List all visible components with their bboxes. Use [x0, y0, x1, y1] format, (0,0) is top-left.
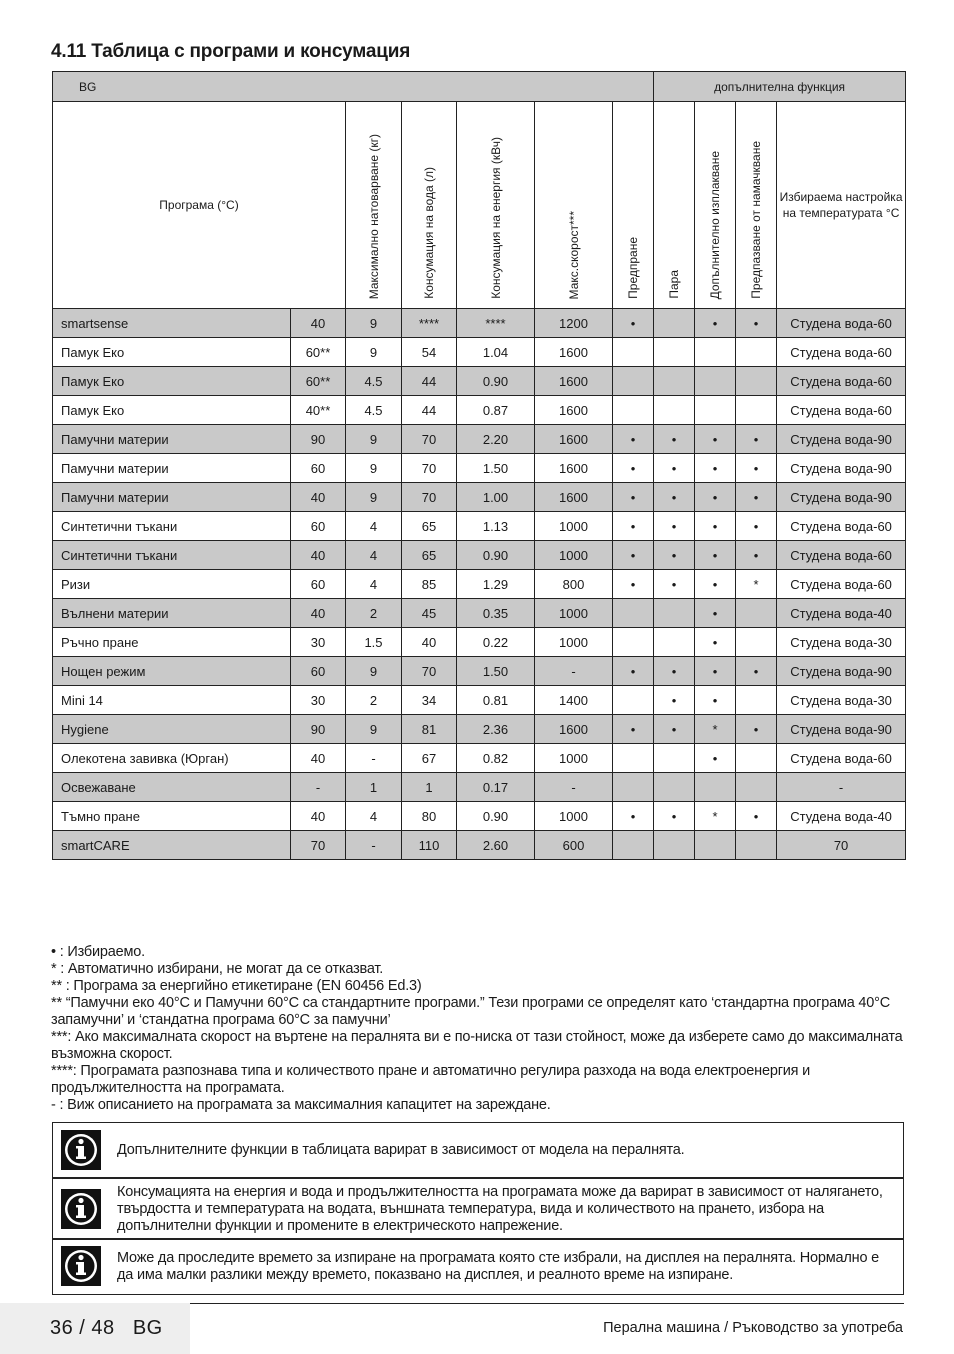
- energy-cell: 1.13: [457, 512, 535, 541]
- anti-crease-cell: •: [736, 802, 777, 831]
- extra-rinse-cell: *: [695, 715, 736, 744]
- extra-rinse-cell: •: [695, 628, 736, 657]
- program-name-cell: Hygiene: [53, 715, 291, 744]
- extra-rinse-cell: *: [695, 802, 736, 831]
- steam-cell: [654, 773, 695, 802]
- program-temp-cell: 30: [291, 686, 346, 715]
- water-cell: 65: [402, 541, 457, 570]
- table-row: [53, 715, 906, 744]
- energy-cell: 0.81: [457, 686, 535, 715]
- anti-crease-cell: [736, 599, 777, 628]
- anti-crease-cell: [736, 686, 777, 715]
- table-row: [53, 483, 906, 512]
- temperature-range-cell: -: [777, 773, 906, 802]
- table-row: [53, 541, 906, 570]
- prewash-cell: •: [613, 454, 654, 483]
- prewash-cell: [613, 338, 654, 367]
- program-temp-cell: 60**: [291, 338, 346, 367]
- water-cell: 81: [402, 715, 457, 744]
- table-row: [53, 599, 906, 628]
- extra-rinse-cell: •: [695, 425, 736, 454]
- steam-cell: •: [654, 454, 695, 483]
- footnote: • : Избираемо.: [51, 944, 145, 960]
- anti-crease-cell: *: [736, 570, 777, 599]
- footnotes: [51, 944, 911, 1114]
- steam-cell: •: [654, 686, 695, 715]
- temperature-range-cell: Студена вода-30: [777, 686, 906, 715]
- document-title: Перална машина / Ръководство за употреба: [603, 1320, 903, 1336]
- program-name-cell: Синтетични тъкани: [53, 512, 291, 541]
- anti-crease-cell: •: [736, 309, 777, 338]
- program-temp-cell: 40: [291, 309, 346, 338]
- steam-header: Пара: [667, 270, 682, 299]
- language-label: BG: [53, 72, 654, 102]
- info-icon: [61, 1246, 101, 1286]
- speed-cell: 1000: [535, 541, 613, 570]
- water-cell: 34: [402, 686, 457, 715]
- water-cell: 110: [402, 831, 457, 860]
- program-temp-cell: 40: [291, 599, 346, 628]
- table-row: [53, 338, 906, 367]
- energy-cell: 1.04: [457, 338, 535, 367]
- energy-cell: 2.20: [457, 425, 535, 454]
- speed-cell: 1000: [535, 512, 613, 541]
- footnote: ** “Памучни еко 40°C и Памучни 60°C са стандартните програми.” Тези програми се определят като ‘стандартна програма 40°C запамучни’ и ‘стандатна програма 60°C за памучни’: [51, 995, 891, 1028]
- extra-rinse-cell: •: [695, 454, 736, 483]
- water-cell: 44: [402, 367, 457, 396]
- prewash-cell: •: [613, 541, 654, 570]
- program-temp-cell: 40: [291, 541, 346, 570]
- max-load-cell: 9: [346, 425, 402, 454]
- anti-crease-cell: [736, 744, 777, 773]
- table-row: [53, 570, 906, 599]
- program-name-cell: Ръчно пране: [53, 628, 291, 657]
- max-load-cell: 9: [346, 454, 402, 483]
- extra-rinse-cell: •: [695, 309, 736, 338]
- table-row: [53, 396, 906, 425]
- temperature-range-cell: Студена вода-60: [777, 367, 906, 396]
- footer-divider: [190, 1303, 904, 1304]
- temperature-range-cell: Студена вода-60: [777, 512, 906, 541]
- temperature-range-cell: Студена вода-30: [777, 628, 906, 657]
- prewash-cell: [613, 831, 654, 860]
- steam-cell: [654, 338, 695, 367]
- speed-cell: 1600: [535, 454, 613, 483]
- section-title: 4.11 Таблица с програми и консумация: [51, 41, 411, 62]
- speed-cell: 1000: [535, 599, 613, 628]
- energy-cell: 0.90: [457, 802, 535, 831]
- steam-cell: [654, 367, 695, 396]
- extra-rinse-header: Допълнително изплакване: [708, 150, 723, 299]
- table-row: [53, 744, 906, 773]
- water-cell: 67: [402, 744, 457, 773]
- program-name-cell: Памук Еко: [53, 396, 291, 425]
- energy-cell: 1.29: [457, 570, 535, 599]
- steam-cell: •: [654, 570, 695, 599]
- energy-cell: 1.00: [457, 483, 535, 512]
- extra-rinse-cell: •: [695, 686, 736, 715]
- temperature-range-cell: 70: [777, 831, 906, 860]
- energy-cell: 0.82: [457, 744, 535, 773]
- extra-rinse-cell: •: [695, 541, 736, 570]
- program-temp-cell: 40: [291, 802, 346, 831]
- speed-cell: 1600: [535, 483, 613, 512]
- steam-cell: •: [654, 802, 695, 831]
- water-cell: 40: [402, 628, 457, 657]
- info-note: [52, 1122, 904, 1178]
- program-name-cell: Памук Еко: [53, 338, 291, 367]
- table-row: [53, 454, 906, 483]
- program-temp-cell: 60: [291, 454, 346, 483]
- program-temp-cell: 60: [291, 570, 346, 599]
- water-cell: 70: [402, 425, 457, 454]
- extra-rinse-cell: [695, 396, 736, 425]
- max-load-cell: 9: [346, 338, 402, 367]
- table-row: [53, 773, 906, 802]
- table-row: [53, 425, 906, 454]
- program-temp-cell: 40**: [291, 396, 346, 425]
- steam-cell: •: [654, 541, 695, 570]
- anti-crease-cell: [736, 367, 777, 396]
- water-cell: 70: [402, 454, 457, 483]
- max-load-cell: 4: [346, 570, 402, 599]
- water-cell: 70: [402, 483, 457, 512]
- max-load-cell: 4.5: [346, 367, 402, 396]
- speed-cell: 1000: [535, 744, 613, 773]
- prewash-cell: [613, 744, 654, 773]
- energy-cell: 0.87: [457, 396, 535, 425]
- max-load-cell: 9: [346, 657, 402, 686]
- max-load-cell: 2: [346, 599, 402, 628]
- steam-cell: [654, 309, 695, 338]
- anti-crease-cell: •: [736, 657, 777, 686]
- page-number: [50, 1317, 163, 1340]
- energy-cell: 0.35: [457, 599, 535, 628]
- program-name-cell: Синтетични тъкани: [53, 541, 291, 570]
- prewash-cell: •: [613, 309, 654, 338]
- water-cell: 1: [402, 773, 457, 802]
- temperature-range-cell: Студена вода-60: [777, 570, 906, 599]
- max-load-cell: 9: [346, 483, 402, 512]
- speed-cell: 1600: [535, 367, 613, 396]
- prewash-cell: •: [613, 657, 654, 686]
- extra-rinse-cell: [695, 338, 736, 367]
- table-row: [53, 686, 906, 715]
- anti-crease-cell: •: [736, 541, 777, 570]
- anti-crease-cell: [736, 628, 777, 657]
- water-cell: 80: [402, 802, 457, 831]
- table-row: [53, 831, 906, 860]
- info-icon: [61, 1189, 101, 1229]
- info-text: Консумацията на енергия и вода и продължителността на програмата може да варират в зависимост от налягането, твърдостта и температурата на водата, външната температура, вида и количеството на прането, избора на допълнителни функции и промените в електрическото напрежение.: [117, 1184, 883, 1234]
- prewash-header: Предпране: [626, 237, 641, 299]
- energy-cell: 2.60: [457, 831, 535, 860]
- extra-rinse-cell: •: [695, 657, 736, 686]
- program-temp-cell: 40: [291, 744, 346, 773]
- program-temp-cell: 90: [291, 425, 346, 454]
- speed-cell: 1400: [535, 686, 613, 715]
- energy-cell: 1.50: [457, 454, 535, 483]
- info-text: Допълнителните функции в таблицата варират в зависимост от модела на пералнята.: [117, 1142, 685, 1158]
- program-temp-cell: -: [291, 773, 346, 802]
- extra-rinse-cell: [695, 773, 736, 802]
- extra-rinse-cell: •: [695, 483, 736, 512]
- water-header: Консумация на вода (л): [422, 167, 436, 299]
- prewash-cell: [613, 367, 654, 396]
- temperature-range-cell: Студена вода-60: [777, 744, 906, 773]
- program-name-cell: Тъмно пране: [53, 802, 291, 831]
- program-consumption-table: [52, 71, 906, 860]
- program-name-cell: smartCARE: [53, 831, 291, 860]
- anti-crease-cell: [736, 396, 777, 425]
- water-cell: 44: [402, 396, 457, 425]
- prewash-cell: [613, 599, 654, 628]
- program-column-header: Програма (°C): [53, 102, 346, 309]
- max-load-cell: 1: [346, 773, 402, 802]
- table-row: [53, 657, 906, 686]
- program-name-cell: Вълнени материи: [53, 599, 291, 628]
- energy-cell: 2.36: [457, 715, 535, 744]
- program-name-cell: Памучни материи: [53, 425, 291, 454]
- temperature-range-cell: Студена вода-60: [777, 309, 906, 338]
- max-load-cell: -: [346, 744, 402, 773]
- program-temp-cell: 60: [291, 657, 346, 686]
- info-icon: [61, 1130, 101, 1170]
- water-cell: 70: [402, 657, 457, 686]
- info-note: [52, 1239, 904, 1295]
- max-load-cell: 1.5: [346, 628, 402, 657]
- prewash-cell: [613, 686, 654, 715]
- table-row: [53, 802, 906, 831]
- max-load-cell: -: [346, 831, 402, 860]
- speed-cell: -: [535, 657, 613, 686]
- program-name-cell: Памук Еко: [53, 367, 291, 396]
- steam-cell: •: [654, 657, 695, 686]
- energy-header: Консумация на енергия (кВч): [488, 137, 503, 299]
- program-name-cell: Памучни материи: [53, 483, 291, 512]
- temperature-range-cell: Студена вода-40: [777, 599, 906, 628]
- prewash-cell: •: [613, 802, 654, 831]
- steam-cell: •: [654, 483, 695, 512]
- program-temp-cell: 60: [291, 512, 346, 541]
- anti-crease-cell: [736, 773, 777, 802]
- speed-cell: 1600: [535, 715, 613, 744]
- table-row: [53, 512, 906, 541]
- temperature-range-cell: Студена вода-90: [777, 454, 906, 483]
- extra-rinse-cell: •: [695, 744, 736, 773]
- extra-rinse-cell: [695, 831, 736, 860]
- page-language: BG: [132, 1317, 163, 1339]
- speed-cell: 1600: [535, 396, 613, 425]
- max-load-cell: 4.5: [346, 396, 402, 425]
- temperature-range-cell: Студена вода-90: [777, 715, 906, 744]
- anti-crease-cell: •: [736, 715, 777, 744]
- speed-cell: 1000: [535, 628, 613, 657]
- anti-crease-header: Предпазване от намачкване: [749, 141, 764, 299]
- table-row: [53, 628, 906, 657]
- program-temp-cell: 60**: [291, 367, 346, 396]
- footnote: ***: Ако максималната скорост на въртене на пералнята ви е по-ниска от тази стойност, може да изберете само до максималната възможна скорост.: [51, 1029, 903, 1062]
- steam-cell: •: [654, 425, 695, 454]
- temperature-range-cell: Студена вода-40: [777, 802, 906, 831]
- footnote: * : Автоматично избирани, не могат да се отказват.: [51, 961, 384, 977]
- prewash-cell: •: [613, 715, 654, 744]
- anti-crease-cell: •: [736, 454, 777, 483]
- steam-cell: [654, 396, 695, 425]
- speed-cell: 1200: [535, 309, 613, 338]
- max-load-cell: 4: [346, 802, 402, 831]
- temperature-range-cell: Студена вода-60: [777, 396, 906, 425]
- water-cell: 45: [402, 599, 457, 628]
- speed-cell: 1000: [535, 802, 613, 831]
- water-cell: 54: [402, 338, 457, 367]
- steam-cell: •: [654, 715, 695, 744]
- prewash-cell: [613, 628, 654, 657]
- program-name-cell: Mini 14: [53, 686, 291, 715]
- program-name-cell: Памучни материи: [53, 454, 291, 483]
- program-name-cell: Ризи: [53, 570, 291, 599]
- energy-cell: 0.90: [457, 541, 535, 570]
- program-temp-cell: 90: [291, 715, 346, 744]
- extra-functions-header: допълнителна функция: [654, 72, 906, 102]
- speed-cell: 1600: [535, 425, 613, 454]
- speed-cell: 1600: [535, 338, 613, 367]
- program-name-cell: smartsense: [53, 309, 291, 338]
- footnote: ****: Програмата разпознава типа и количеството пране и автоматично регулира разхода на вода електроенергия и продължителността на програмата.: [51, 1063, 811, 1096]
- info-note: [52, 1178, 904, 1239]
- temperature-range-cell: Студена вода-90: [777, 657, 906, 686]
- program-temp-cell: 30: [291, 628, 346, 657]
- anti-crease-cell: [736, 338, 777, 367]
- temperature-range-cell: Студена вода-60: [777, 541, 906, 570]
- program-temp-cell: 40: [291, 483, 346, 512]
- max-load-cell: 4: [346, 512, 402, 541]
- program-name-cell: Нощен режим: [53, 657, 291, 686]
- temperature-range-header: Избираема настройка на температурата °C: [777, 102, 906, 309]
- energy-cell: 0.17: [457, 773, 535, 802]
- anti-crease-cell: •: [736, 425, 777, 454]
- prewash-cell: •: [613, 425, 654, 454]
- steam-cell: [654, 831, 695, 860]
- extra-rinse-cell: •: [695, 512, 736, 541]
- steam-cell: [654, 599, 695, 628]
- footnote: - : Виж описанието на програмата за максималния капацитет на зареждане.: [51, 1097, 551, 1113]
- energy-cell: 1.50: [457, 657, 535, 686]
- footnote: ** : Програма за енергийно етикетиране (EN 60456 Ed.3): [51, 978, 422, 994]
- energy-cell: ****: [457, 309, 535, 338]
- water-cell: ****: [402, 309, 457, 338]
- max-load-cell: 9: [346, 715, 402, 744]
- speed-cell: 600: [535, 831, 613, 860]
- prewash-cell: •: [613, 512, 654, 541]
- anti-crease-cell: •: [736, 512, 777, 541]
- max-load-cell: 2: [346, 686, 402, 715]
- extra-rinse-cell: [695, 367, 736, 396]
- steam-cell: [654, 744, 695, 773]
- max-load-cell: 4: [346, 541, 402, 570]
- speed-header: Макс.скорост***: [566, 210, 581, 299]
- anti-crease-cell: •: [736, 483, 777, 512]
- energy-cell: 0.90: [457, 367, 535, 396]
- info-text: Може да проследите времето за изпиране на програмата която сте избрали, на дисплея на пералнята. Нормално е да има малки разлики между времето, показвано на дисплея, и реалното време на изпиране.: [117, 1250, 880, 1283]
- prewash-cell: [613, 396, 654, 425]
- speed-cell: -: [535, 773, 613, 802]
- speed-cell: 800: [535, 570, 613, 599]
- water-cell: 85: [402, 570, 457, 599]
- prewash-cell: •: [613, 570, 654, 599]
- steam-cell: •: [654, 512, 695, 541]
- energy-cell: 0.22: [457, 628, 535, 657]
- temperature-range-cell: Студена вода-90: [777, 425, 906, 454]
- page-counter: 36 / 48: [50, 1317, 115, 1339]
- program-name-cell: Олекотена завивка (Юрган): [53, 744, 291, 773]
- temperature-range-cell: Студена вода-60: [777, 338, 906, 367]
- table-row: [53, 309, 906, 338]
- max-load-header: Максимално натоварване (кг): [366, 133, 381, 299]
- program-temp-cell: 70: [291, 831, 346, 860]
- prewash-cell: [613, 773, 654, 802]
- program-name-cell: Освежаване: [53, 773, 291, 802]
- temperature-range-cell: Студена вода-90: [777, 483, 906, 512]
- extra-rinse-cell: •: [695, 570, 736, 599]
- extra-rinse-cell: •: [695, 599, 736, 628]
- max-load-cell: 9: [346, 309, 402, 338]
- prewash-cell: •: [613, 483, 654, 512]
- steam-cell: [654, 628, 695, 657]
- water-cell: 65: [402, 512, 457, 541]
- table-row: [53, 367, 906, 396]
- anti-crease-cell: [736, 831, 777, 860]
